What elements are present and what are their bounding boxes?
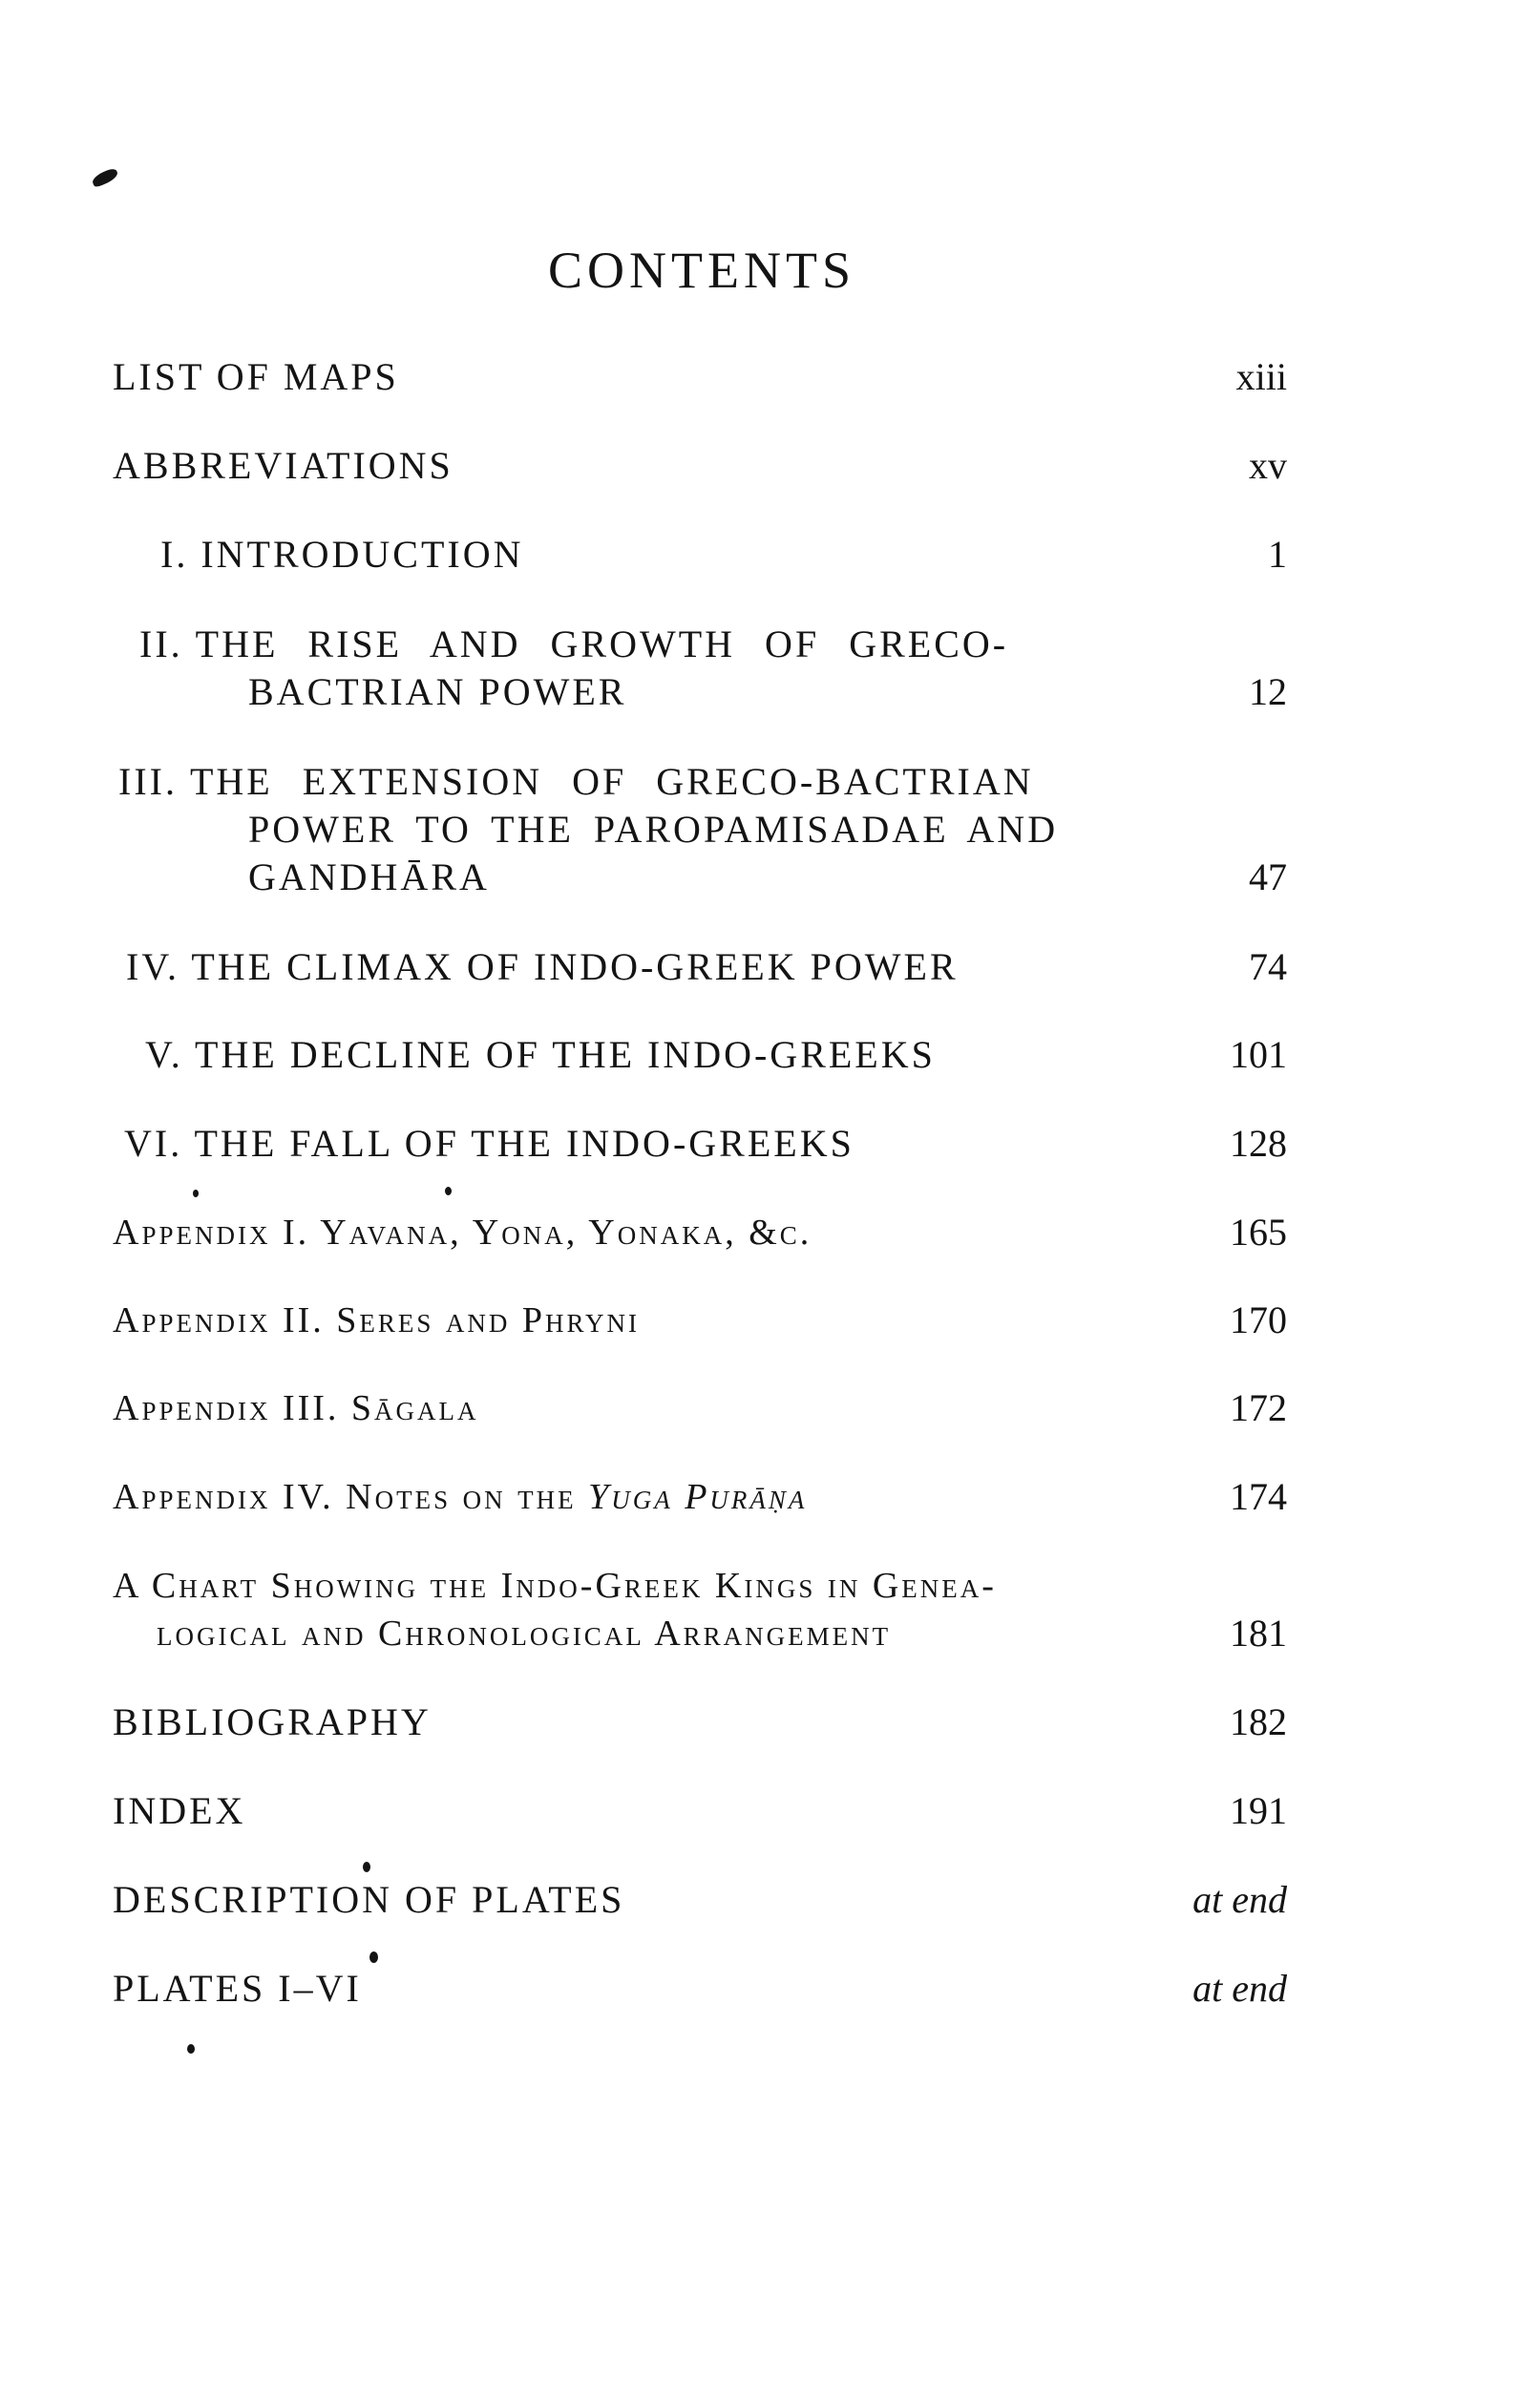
toc-entry-appendix-4[interactable] (113, 1473, 1287, 1521)
entry-title-line-2: logical and Chronological Arrangement (157, 1614, 892, 1654)
entry-page: 174 (1230, 1475, 1287, 1518)
entry-page: 172 (1230, 1386, 1287, 1429)
entry-page: 165 (1230, 1211, 1287, 1254)
entry-page: 181 (1230, 1612, 1287, 1655)
chapter-title: THE FALL OF THE INDO-GREEKS (194, 1122, 854, 1165)
entry-title-italic: Yuga Purāṇa (588, 1477, 808, 1517)
entry-page: xv (1249, 444, 1287, 487)
entry-page: at end (1192, 1878, 1287, 1921)
chapter-number: V. (145, 1033, 183, 1076)
toc-entry-chapter-4[interactable] (113, 943, 1287, 991)
chapter-title: INTRODUCTION (200, 533, 524, 576)
toc-entry-chapter-5[interactable] (113, 1031, 1287, 1079)
toc-entry-bibliography[interactable] (113, 1698, 1287, 1746)
entry-title (160, 531, 524, 579)
entry-title: INDEX (113, 1789, 246, 1832)
chapter-title: THE CLIMAX OF INDO-GREEK POWER (191, 945, 959, 988)
toc-entry-index[interactable] (113, 1787, 1287, 1835)
entry-title-text: Appendix IV. Notes on the (113, 1477, 589, 1517)
chapter-number: III. (118, 760, 178, 803)
toc-entry-chart[interactable] (113, 1562, 1287, 1657)
entry-title (145, 1031, 936, 1079)
entry-title-line-1 (139, 621, 1008, 668)
toc-entry-chapter-6[interactable] (113, 1120, 1287, 1168)
chapter-number: II. (139, 622, 183, 665)
toc-entry-chapter-3[interactable] (113, 758, 1287, 901)
toc-entry-chapter-1[interactable] (113, 531, 1287, 579)
ink-dot (445, 1187, 452, 1195)
toc-entry-list-of-maps[interactable] (113, 353, 1287, 401)
entry-title: Appendix I. Yavana, Yona, Yonaka, &c. (113, 1213, 812, 1253)
entry-title-line-1: A Chart Showing the Indo-Greek Kings in Genea- (113, 1566, 997, 1606)
entry-title: ABBREVIATIONS (113, 444, 454, 487)
chapter-number: I. (160, 533, 189, 576)
toc-entry-appendix-2[interactable] (113, 1297, 1287, 1344)
toc-entry-appendix-3[interactable] (113, 1384, 1287, 1432)
entry-title-line-3: GANDHĀRA (248, 855, 490, 898)
page-title: CONTENTS (548, 242, 855, 299)
entry-page: 74 (1249, 945, 1287, 988)
entry-title-line-2: BACTRIAN POWER (248, 670, 627, 713)
entry-title-line-1 (118, 758, 1034, 806)
ink-dot (369, 1951, 378, 1963)
entry-title: Appendix II. Seres and Phryni (113, 1300, 641, 1340)
entry-title: LIST OF MAPS (113, 355, 399, 398)
chapter-number: VI. (124, 1122, 183, 1165)
chapter-title: THE DECLINE OF THE INDO-GREEKS (195, 1033, 936, 1076)
entry-page: 191 (1230, 1789, 1287, 1832)
entry-title: Appendix III. Sāgala (113, 1388, 479, 1428)
entry-title: BIBLIOGRAPHY (113, 1700, 432, 1743)
entry-title: DESCRIPTION OF PLATES (113, 1878, 625, 1921)
entry-title: PLATES I–VI (113, 1967, 362, 2010)
chapter-title-line: THE EXTENSION OF GRECO-BACTRIAN (189, 760, 1034, 803)
toc-entry-chapter-2[interactable] (113, 621, 1287, 716)
toc-entry-description-of-plates[interactable] (113, 1876, 1287, 1924)
chapter-title-line: THE RISE AND GROWTH OF GRECO- (195, 622, 1009, 665)
entry-page: 12 (1249, 670, 1287, 713)
entry-page: xiii (1235, 355, 1287, 398)
entry-page: 101 (1230, 1033, 1287, 1076)
chapter-number: IV. (126, 945, 180, 988)
entry-title (124, 1120, 854, 1168)
entry-title (113, 1473, 807, 1521)
entry-title (126, 943, 959, 991)
entry-page: at end (1192, 1967, 1287, 2010)
entry-page: 128 (1230, 1122, 1287, 1165)
entry-page: 1 (1268, 533, 1287, 576)
ink-dot (187, 2044, 195, 2054)
ink-dot (363, 1862, 370, 1872)
toc-entry-appendix-1[interactable] (113, 1209, 1287, 1256)
entry-page: 182 (1230, 1700, 1287, 1743)
entry-page: 170 (1230, 1298, 1287, 1341)
toc-entry-abbreviations[interactable] (113, 442, 1287, 490)
entry-title-line-2: POWER TO THE PAROPAMISADAE AND (248, 808, 1059, 851)
ink-dot (193, 1190, 199, 1197)
toc-entry-plates[interactable] (113, 1965, 1287, 2013)
entry-page: 47 (1249, 855, 1287, 898)
